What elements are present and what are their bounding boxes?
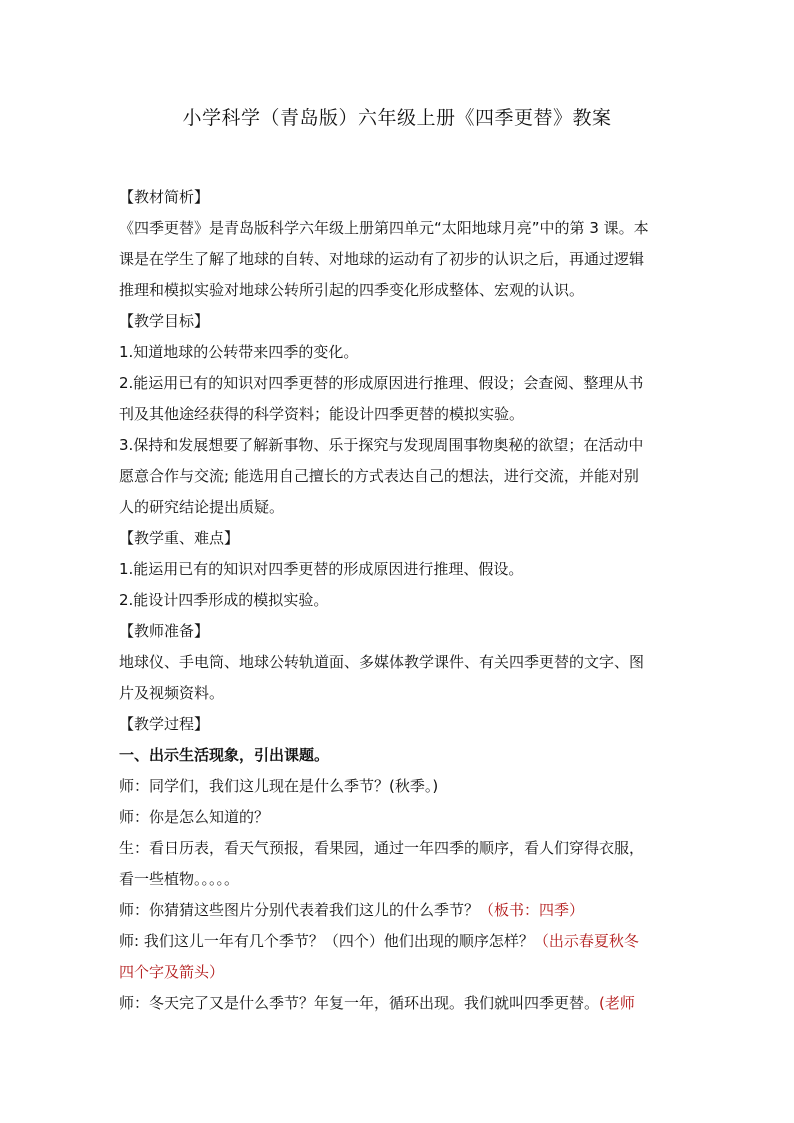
- dialogue-line: 生：看日历表，看天气预报，看果园，通过一年四季的顺序，看人们穿得衣服，: [119, 839, 645, 857]
- section-heading-textbook-analysis: 【教材简析】: [119, 188, 210, 206]
- dialogue-line: 师：你是怎么知道的？: [119, 808, 270, 826]
- dialogue-line: 师：冬天完了又是什么季节？年复一年，循环出现。我们就叫四季更替。(老师: [119, 994, 635, 1012]
- paragraph-line: 地球仪、手电筒、地球公转轨道面、多媒体教学课件、有关四季更替的文字、图: [119, 653, 645, 671]
- board-note: （板书：四季）: [479, 901, 585, 919]
- goal-item: 刊及其他途经获得的科学资料；能设计四季更替的模拟实验。: [119, 405, 525, 423]
- document-body: [119, 182, 675, 1019]
- dialogue-line: [119, 957, 675, 988]
- board-note: (老师: [599, 994, 635, 1012]
- board-note: （出示春夏秋冬: [533, 932, 639, 950]
- dialogue-line: 师: 我们这儿一年有几个季节？（四个）他们出现的顺序怎样？（出示春夏秋冬: [119, 932, 639, 950]
- paragraph-line: 课是在学生了解了地球的自转、对地球的运动有了初步的认识之后，再通过逻辑: [119, 250, 645, 268]
- paragraph-line: 推理和模拟实验对地球公转所引起的四季变化形成整体、宏观的认识。: [119, 281, 585, 299]
- dialogue-line: 师：你猜猜这些图片分别代表着我们这儿的什么季节？（板书：四季）: [119, 901, 585, 919]
- goal-item: 愿意合作与交流; 能选用自己擅长的方式表达自己的想法，进行交流，并能对别: [119, 467, 639, 485]
- dialogue-line: 看一些植物。。。。。: [119, 870, 240, 888]
- goal-item: 3.保持和发展想要了解新事物、乐于探究与发现周围事物奥秘的欲望；在活动中: [119, 436, 644, 454]
- step-heading: 一、出示生活现象，引出课题。: [119, 746, 330, 764]
- section-heading-teacher-prep: 【教师准备】: [119, 622, 210, 640]
- key-point-item: 1.能运用已有的知识对四季更替的形成原因进行推理、假设。: [119, 560, 524, 578]
- section-heading-teaching-process: 【教学过程】: [119, 715, 210, 733]
- goal-item: 人的研究结论提出质疑。: [119, 498, 285, 516]
- goal-item: 2.能运用已有的知识对四季更替的形成原因进行推理、假设；会查阅、整理从书: [119, 374, 644, 392]
- goal-item: 1.知道地球的公转带来四季的变化。: [119, 343, 359, 361]
- section-heading-key-points: 【教学重、难点】: [119, 529, 240, 547]
- document-title: 小学科学（青岛版）六年级上册《四季更替》教案: [182, 107, 612, 129]
- paragraph-line: 片及视频资料。: [119, 684, 225, 702]
- dialogue-line: 师：同学们，我们这儿现在是什么季节？(秋季。): [119, 777, 439, 795]
- board-note: 四个字及箭头）: [119, 963, 225, 981]
- key-point-item: 2.能设计四季形成的模拟实验。: [119, 591, 329, 609]
- paragraph-line: 《四季更替》是青岛版科学六年级上册第四单元“太阳地球月亮”中的第 3 课。本: [119, 219, 649, 237]
- section-heading-teaching-goals: 【教学目标】: [119, 312, 210, 330]
